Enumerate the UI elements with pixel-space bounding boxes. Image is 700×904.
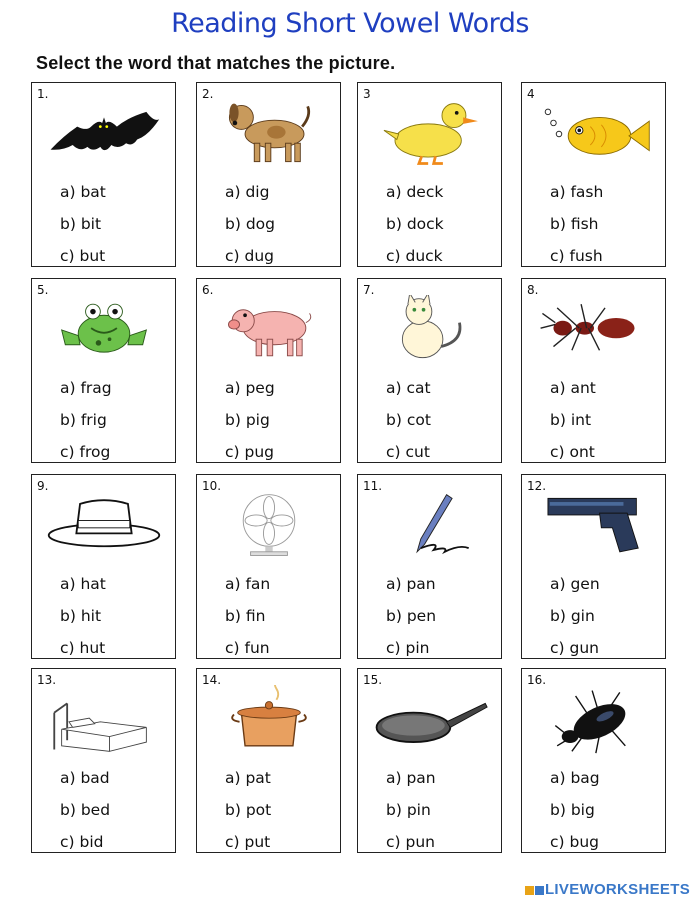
question-number: 7. <box>363 283 375 297</box>
answer-option[interactable]: b) gin <box>550 607 595 625</box>
answer-option[interactable]: a) pan <box>386 769 436 787</box>
question-card-15 <box>357 668 502 853</box>
answer-option[interactable]: a) pat <box>225 769 271 787</box>
question-card-1 <box>31 82 176 267</box>
answer-option[interactable]: c) gun <box>550 639 599 657</box>
answer-option[interactable]: c) pug <box>225 443 274 461</box>
answer-option[interactable]: b) dog <box>225 215 275 233</box>
answer-option[interactable]: c) fun <box>225 639 270 657</box>
duck-icon <box>366 99 494 169</box>
question-number: 11. <box>363 479 383 493</box>
answer-option[interactable]: c) put <box>225 833 271 851</box>
question-card-13 <box>31 668 176 853</box>
answer-option[interactable]: c) fush <box>550 247 603 265</box>
answer-option[interactable]: b) pin <box>386 801 431 819</box>
answer-option[interactable]: b) fish <box>550 215 599 233</box>
bug-icon <box>530 685 658 755</box>
question-number: 16. <box>527 673 547 687</box>
pig-icon <box>205 295 333 365</box>
bat-icon <box>40 99 168 169</box>
question-number: 12. <box>527 479 547 493</box>
answer-option[interactable]: c) but <box>60 247 106 265</box>
answer-option[interactable]: b) fin <box>225 607 266 625</box>
answer-option[interactable]: b) frig <box>60 411 107 429</box>
question-card-5 <box>31 278 176 463</box>
answer-option[interactable]: b) hit <box>60 607 102 625</box>
question-number: 15. <box>363 673 383 687</box>
instruction-text: Select the word that matches the picture. <box>36 53 396 73</box>
brand-logo <box>525 881 690 898</box>
question-number: 8. <box>527 283 539 297</box>
question-number: 4 <box>527 87 535 101</box>
answer-option[interactable]: c) duck <box>386 247 443 265</box>
answer-option[interactable]: b) pen <box>386 607 437 625</box>
answer-option[interactable]: c) ont <box>550 443 595 461</box>
question-card-6 <box>196 278 341 463</box>
answer-option[interactable]: c) pin <box>386 639 430 657</box>
answer-option[interactable]: c) cut <box>386 443 430 461</box>
logo-block-icon <box>525 886 534 895</box>
pan-icon <box>366 685 494 755</box>
question-number: 13. <box>37 673 57 687</box>
answer-option[interactable]: c) pun <box>386 833 435 851</box>
answer-option[interactable]: a) bag <box>550 769 600 787</box>
answer-option[interactable]: c) bid <box>60 833 104 851</box>
question-number: 1. <box>37 87 49 101</box>
answer-option[interactable]: b) bit <box>60 215 102 233</box>
answer-option[interactable]: a) ant <box>550 379 596 397</box>
question-card-11 <box>357 474 502 659</box>
question-number: 2. <box>202 87 214 101</box>
answer-option[interactable]: a) cat <box>386 379 431 397</box>
answer-option[interactable]: a) bat <box>60 183 106 201</box>
question-card-4 <box>521 82 666 267</box>
question-card-2 <box>196 82 341 267</box>
answer-option[interactable]: c) frog <box>60 443 111 461</box>
answer-option[interactable]: b) pig <box>225 411 270 429</box>
answer-option[interactable]: a) hat <box>60 575 106 593</box>
question-card-16 <box>521 668 666 853</box>
pen-icon <box>366 491 494 561</box>
question-card-12 <box>521 474 666 659</box>
question-number: 9. <box>37 479 49 493</box>
answer-option[interactable]: b) bed <box>60 801 111 819</box>
question-number: 6. <box>202 283 214 297</box>
answer-option[interactable]: a) fash <box>550 183 604 201</box>
answer-option[interactable]: b) int <box>550 411 592 429</box>
hat-icon <box>40 491 168 561</box>
question-number: 14. <box>202 673 222 687</box>
answer-option[interactable]: a) gen <box>550 575 600 593</box>
question-number: 3 <box>363 87 371 101</box>
answer-option[interactable]: c) dug <box>225 247 274 265</box>
answer-option[interactable]: b) big <box>550 801 595 819</box>
answer-option[interactable]: a) peg <box>225 379 275 397</box>
question-card-8 <box>521 278 666 463</box>
brand-text: LIVEWORKSHEETS <box>544 881 690 898</box>
worksheet-title: Reading Short Vowel Words <box>171 8 529 39</box>
dog-icon <box>205 99 333 169</box>
question-card-9 <box>31 474 176 659</box>
question-card-10 <box>196 474 341 659</box>
answer-option[interactable]: b) cot <box>386 411 431 429</box>
question-card-7 <box>357 278 502 463</box>
answer-option[interactable]: a) bad <box>60 769 110 787</box>
ant-icon <box>530 295 658 365</box>
bed-icon <box>40 685 168 755</box>
answer-option[interactable]: a) pan <box>386 575 436 593</box>
answer-option[interactable]: a) dig <box>225 183 270 201</box>
frog-icon <box>40 295 168 365</box>
answer-option[interactable]: c) bug <box>550 833 599 851</box>
logo-block-icon <box>535 886 544 895</box>
answer-option[interactable]: b) pot <box>225 801 272 819</box>
question-number: 5. <box>37 283 49 297</box>
fan-icon <box>205 491 333 561</box>
question-card-14 <box>196 668 341 853</box>
fish-icon <box>530 99 658 169</box>
question-card-3 <box>357 82 502 267</box>
answer-option[interactable]: a) deck <box>386 183 444 201</box>
answer-option[interactable]: a) fan <box>225 575 271 593</box>
answer-option[interactable]: c) hut <box>60 639 106 657</box>
question-number: 10. <box>202 479 222 493</box>
cat-icon <box>366 295 494 365</box>
gun-icon <box>530 491 658 561</box>
answer-option[interactable]: a) frag <box>60 379 112 397</box>
answer-option[interactable]: b) dock <box>386 215 444 233</box>
pot-icon <box>205 685 333 755</box>
